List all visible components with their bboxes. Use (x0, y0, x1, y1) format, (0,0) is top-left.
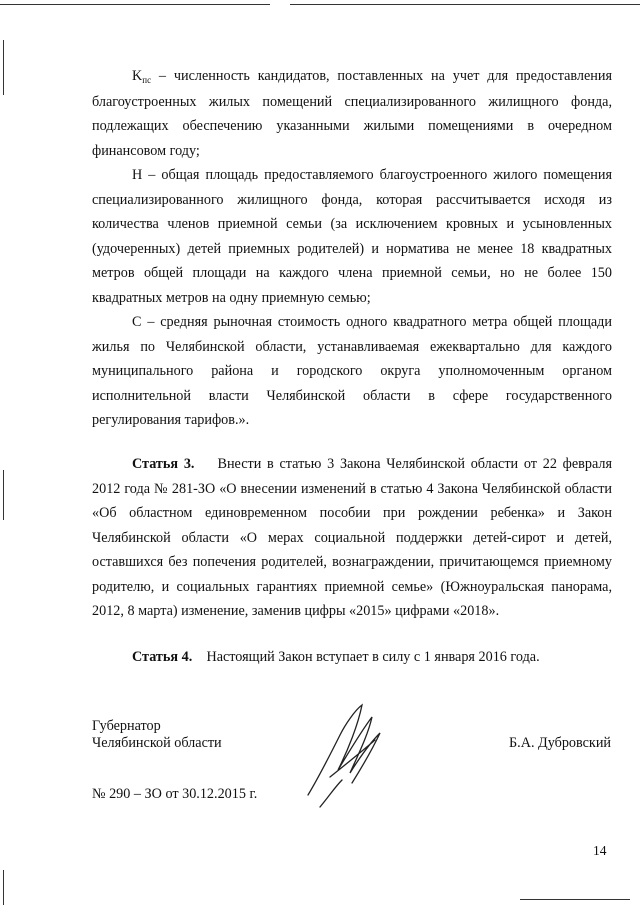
definition-k (92, 64, 612, 163)
article-3-title: Статья 3. (132, 456, 195, 472)
article-3 (92, 452, 612, 624)
scan-mark-bottom-right (520, 899, 630, 900)
definition-c: С – средняя рыночная стоимость одного квадратного метра общей площади жилья по Челябинской области, устанавливаемая ежеквартально для каждого муниципального района и городского округа уполномоченным органом исполнительной власти Челябинской области в сфере государственного регулирования тарифов.». (92, 314, 612, 428)
governor-position-line1: Губернатор (92, 718, 161, 734)
definition-h: Н – общая площадь предоставляемого благоустроенного жилого помещения специализированного жилищного фонда, которая рассчитывается исходя из количества членов приемной семьи (за исключением кровных и усыновленных (удочеренных) детей приемных родителей) и норматива не менее 18 квадратных метров общей площади на каждого члена приемной семьи, но не более 150 квадратных метров на одну приемную семью; (92, 167, 612, 306)
page-number: 14 (593, 843, 607, 858)
governor-position-line2: Челябинской области (92, 735, 222, 751)
article-4-paragraph (92, 645, 612, 670)
scan-border-left-bottom (3, 870, 4, 905)
scan-border-left-top (3, 40, 4, 95)
article-4 (92, 645, 612, 670)
k-symbol: K (132, 68, 143, 84)
handwritten-signature (300, 695, 390, 815)
formula-definitions (92, 64, 612, 433)
scan-border-top-right (290, 4, 640, 5)
scan-border-top (0, 4, 270, 5)
article-3-text: Внести в статью 3 Закона Челябинской области от 22 февраля 2012 года № 281-ЗО «О внесении изменений в статью 4 Закона Челябинской области «Об областном единовременном пособии при рождении ребенка» и Закон Челябинской области «О мерах социальной поддержки детей-сирот и детей, оставшихся без попечения родителей, вознаграждении, причитающемся приемному родителю, и социальных гарантиях приемной семье» (Южноуральская панорама, 2012, 8 марта) изменение, заменив цифры «2015» цифрами «2018». (92, 456, 612, 619)
governor-position (92, 718, 222, 752)
article-4-title: Статья 4. (132, 649, 193, 665)
law-number-date: № 290 – ЗО от 30.12.2015 г. (92, 786, 258, 802)
article-3-paragraph (92, 452, 612, 624)
scan-border-left-mid (3, 470, 4, 520)
k-subscript: пс (142, 75, 152, 85)
governor-name: Б.А. Дубровский (509, 735, 612, 751)
k-definition-text: – численность кандидатов, поставленных на учет для предоставления благоустроенных жилых помещений специализированного жилищного фонда, подлежащих обеспечению указанными жилыми помещениями в очередном финансовом году; (92, 68, 612, 159)
article-4-text: Настоящий Закон вступает в силу с 1 января 2016 года. (206, 649, 540, 665)
